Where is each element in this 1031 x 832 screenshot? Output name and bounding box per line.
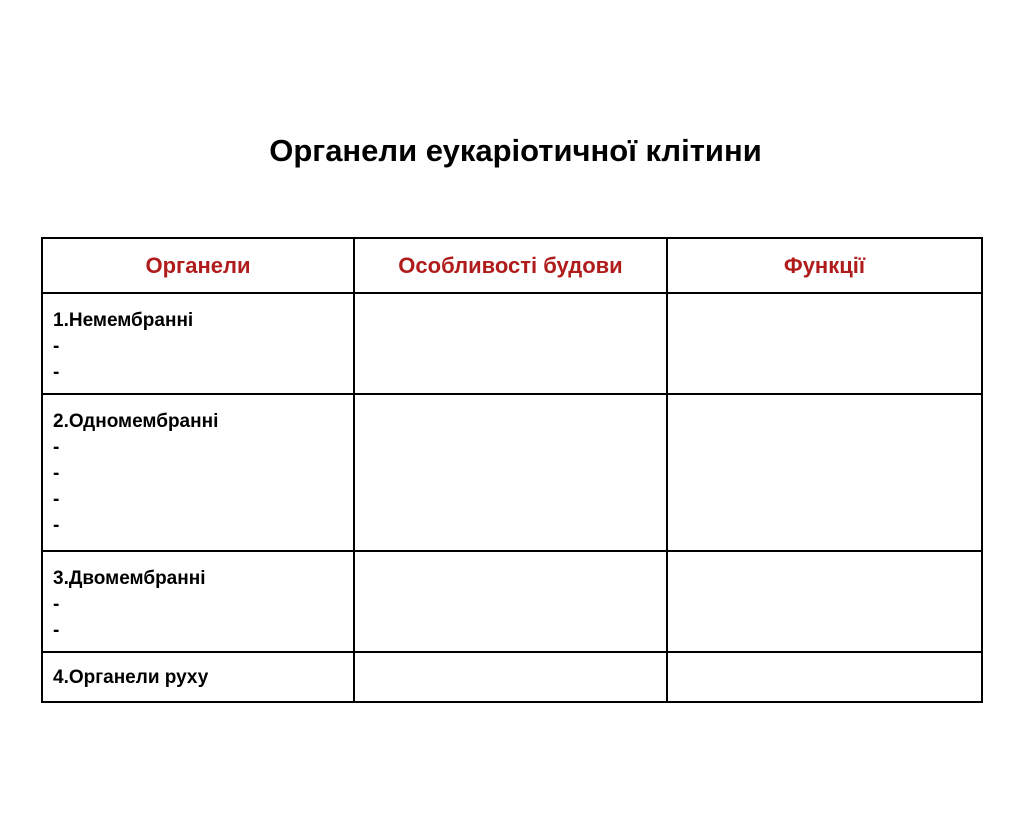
functions-cell[interactable] [667,652,982,702]
group-title: 2.Одномембранні [53,411,219,432]
table-header-row [42,238,982,293]
list-item: - [53,336,60,357]
structure-cell[interactable] [354,293,667,394]
table-row [42,394,982,551]
table-row [42,551,982,652]
list-item: - [53,515,60,536]
organelle-group-cell[interactable] [42,293,354,394]
list-item: - [53,437,60,458]
structure-cell[interactable] [354,394,667,551]
organelle-group-cell[interactable] [42,652,354,702]
column-header-functions: Функції [667,238,982,293]
structure-cell[interactable] [354,652,667,702]
list-item: - [53,594,60,615]
group-title: 4.Органели руху [53,667,209,688]
table-row [42,652,982,702]
organelles-table [41,237,983,703]
group-title: 3.Двомембранні [53,568,206,589]
list-item: - [53,362,60,383]
organelle-group-cell[interactable] [42,394,354,551]
list-item: - [53,489,60,510]
functions-cell[interactable] [667,394,982,551]
column-header-structure: Особливості будови [354,238,667,293]
table-row [42,293,982,394]
organelle-group-cell[interactable] [42,551,354,652]
functions-cell[interactable] [667,293,982,394]
list-item: - [53,620,60,641]
column-header-organelles: Органели [42,238,354,293]
list-item: - [53,463,60,484]
group-title: 1.Немембранні [53,310,194,331]
structure-cell[interactable] [354,551,667,652]
page-title: Органели еукаріотичної клітини [269,133,762,168]
functions-cell[interactable] [667,551,982,652]
